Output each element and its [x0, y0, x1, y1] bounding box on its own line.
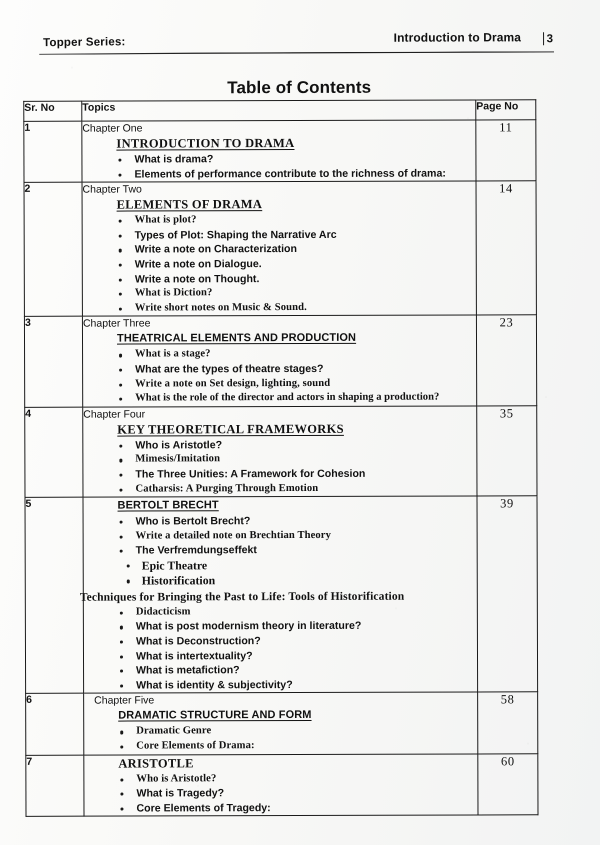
sub-list-item: Historification [122, 573, 477, 590]
chapter-title: INTRODUCTION TO DRAMA [116, 136, 295, 151]
list-item: Core Elements of Drama: [114, 738, 477, 754]
topic-list [82, 151, 475, 181]
list-item: Write short notes on Music & Sound. [113, 300, 476, 316]
row-page-no: 39 [477, 496, 538, 693]
chapter-label: Chapter One [82, 122, 143, 135]
list-item: Elements of performance contribute to the richness of drama: [112, 166, 475, 182]
row-page-no: 35 [477, 405, 537, 496]
list-item: What is a stage? [113, 347, 476, 363]
row-sr-no: 5 [25, 497, 84, 694]
series-label: Topper Series: [43, 36, 126, 50]
chapter-title: THEATRICAL ELEMENTS AND PRODUCTION [116, 332, 357, 345]
row-topics [79, 496, 478, 694]
list-item: Who is Aristotle? [113, 437, 476, 453]
chapter-title: BERTOLT BRECHT [117, 499, 219, 512]
header-page-number-group [543, 32, 553, 45]
row-sr-no: 6 [26, 694, 84, 755]
list-item: What is identity & subjectivity? [114, 677, 477, 693]
row-sr-no: 7 [26, 755, 84, 817]
chapter-label: Chapter Three [82, 317, 151, 331]
topic-list [83, 213, 476, 316]
list-item: Who is Aristotle? [114, 771, 477, 787]
column-header-sr-no: Sr. No [24, 101, 82, 121]
list-item: Write a detailed note on Brechtian Theory [114, 528, 477, 544]
topic-sublist [84, 557, 477, 589]
table-row [25, 405, 537, 497]
table-header-row [24, 100, 536, 122]
row-page-no: 58 [478, 692, 538, 753]
topic-list [84, 724, 477, 754]
row-topics [82, 120, 476, 182]
unbulleted-topic-line: Techniques for Bringing the Past to Life: Tools of Historification [79, 589, 405, 604]
topic-list-continued [84, 604, 477, 693]
chapter-title: DRAMATIC STRUCTURE AND FORM [118, 709, 312, 723]
list-item: Core Elements of Tragedy: [114, 800, 477, 816]
row-page-no: 60 [478, 753, 538, 815]
header-page-number: 3 [546, 32, 554, 45]
page-number-divider-icon [543, 32, 544, 45]
column-header-topics: Topics [82, 100, 476, 121]
list-item: Who is Bertolt Brecht? [114, 514, 477, 530]
list-item: What is Deconstruction? [114, 634, 477, 650]
chapter-label: Chapter Four [83, 408, 146, 421]
list-item: Catharsis: A Purging Through Emotion [113, 481, 476, 497]
list-item: The Verfremdungseffekt [114, 543, 477, 559]
list-item: What is metafiction? [114, 663, 477, 679]
list-item: What is the role of the director and actors in shaping a production? [113, 391, 476, 407]
table-of-contents [23, 99, 538, 817]
table-row [24, 120, 536, 183]
row-topics [84, 692, 478, 754]
chapter-label: Chapter Five [94, 694, 155, 708]
chapter-title: ARISTOTLE [118, 755, 194, 771]
topic-list [84, 514, 477, 559]
list-item: Didacticism [114, 604, 477, 620]
list-item: Write a note on Characterization [113, 242, 476, 258]
row-topics [84, 754, 478, 817]
list-item: Write a note on Thought. [113, 271, 476, 287]
sub-list-item: Epic Theatre [122, 557, 477, 574]
list-item: Dramatic Genre [114, 724, 477, 740]
row-page-no: 11 [476, 120, 536, 181]
list-item: Write a note on Dialogue. [113, 256, 476, 272]
table-row [26, 692, 538, 755]
topic-list [83, 437, 476, 497]
chapter-label: Chapter Two [82, 183, 142, 196]
running-head [0, 27, 599, 63]
table-row [25, 496, 538, 694]
row-topics [82, 181, 476, 316]
list-item: Mimesis/Imitation [113, 452, 476, 468]
topic-list [84, 771, 477, 816]
list-item: What are the types of theatre stages? [113, 361, 476, 377]
list-item: What is Diction? [113, 286, 476, 302]
row-sr-no: 4 [25, 407, 83, 498]
page-title: Table of Contents [227, 77, 372, 98]
list-item: What is intertextuality? [114, 648, 477, 664]
book-title-label: Introduction to Drama [393, 30, 522, 45]
row-sr-no: 2 [24, 182, 82, 316]
row-sr-no: 1 [24, 121, 82, 182]
chapter-title: ELEMENTS OF DRAMA [116, 197, 263, 212]
row-topics [83, 406, 477, 498]
list-item: What is drama? [112, 151, 475, 167]
header-rule-divider [39, 51, 554, 55]
table-row [26, 753, 538, 816]
column-header-page-no: Page No [476, 100, 536, 120]
list-item: Write a note on Set design, lighting, sound [113, 376, 476, 392]
chapter-title: KEY THEORETICAL FRAMEWORKS [117, 421, 344, 437]
list-item: What is Tragedy? [114, 786, 477, 802]
row-page-no: 14 [476, 181, 536, 315]
list-item: What is plot? [113, 213, 476, 229]
table-row [24, 315, 536, 407]
row-topics [82, 315, 476, 407]
list-item: The Three Unities: A Framework for Cohesion [113, 466, 476, 482]
table-row [24, 181, 536, 317]
list-item: Types of Plot: Shaping the Narrative Arc [113, 227, 476, 243]
topic-list [83, 347, 476, 407]
list-item: What is post modernism theory in literature? [114, 619, 477, 635]
row-page-no: 23 [476, 315, 536, 406]
row-sr-no: 3 [24, 317, 82, 408]
